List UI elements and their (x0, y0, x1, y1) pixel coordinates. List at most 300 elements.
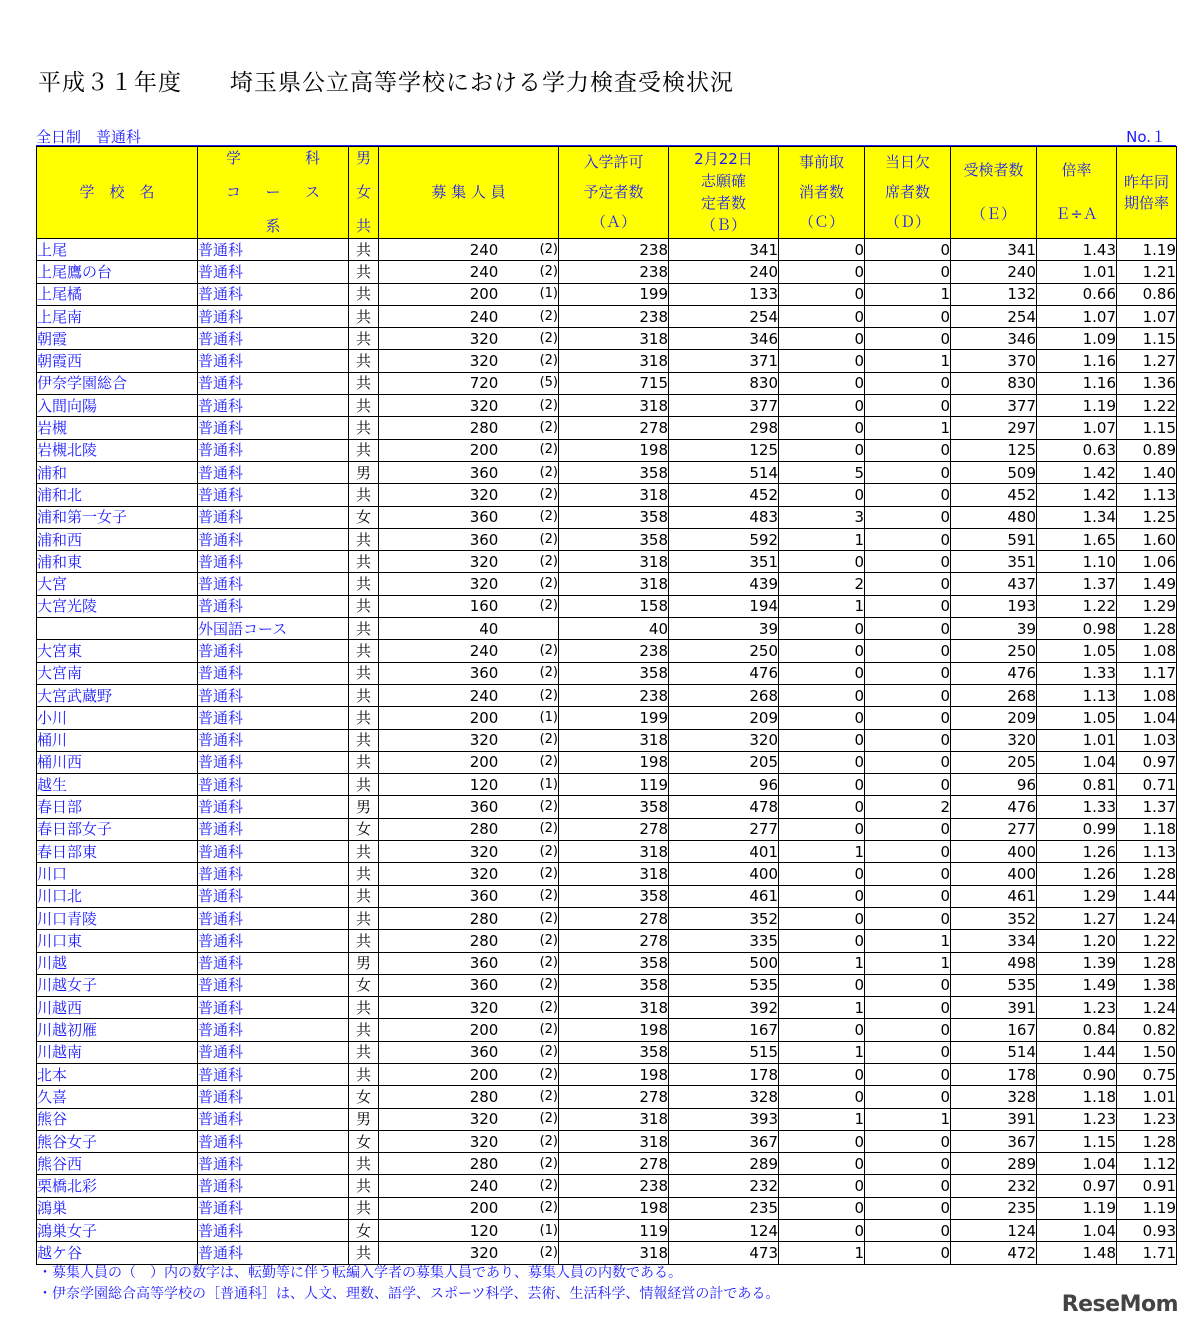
capacity-value: 360 (469, 1043, 499, 1062)
last-year-ratio-cell: 1.13 (1117, 484, 1177, 506)
admit-cell: 318 (559, 997, 669, 1019)
admit-cell: 278 (559, 818, 669, 840)
cancel-cell: 0 (779, 907, 865, 929)
applicants-cell: 483 (669, 506, 779, 528)
last-year-ratio-cell: 1.15 (1117, 417, 1177, 439)
course-cell: 普通科 (198, 974, 349, 996)
table-row (37, 506, 1177, 528)
admit-cell: 358 (559, 506, 669, 528)
applicants-cell: 335 (669, 930, 779, 952)
last-year-ratio-cell: 1.23 (1117, 1108, 1177, 1130)
examinees-cell: 178 (951, 1063, 1037, 1085)
capacity-cell (379, 997, 559, 1019)
school-name-cell: 大宮光陵 (37, 595, 198, 617)
cancel-cell: 1 (779, 1242, 865, 1264)
capacity-value: 360 (469, 798, 499, 817)
examinees-cell: 476 (951, 796, 1037, 818)
examinees-cell: 320 (951, 729, 1037, 751)
admit-cell: 358 (559, 461, 669, 483)
last-year-ratio-cell: 1.40 (1117, 461, 1177, 483)
sex-cell: 共 (349, 1041, 379, 1063)
last-year-ratio-cell: 1.01 (1117, 1086, 1177, 1108)
admit-cell: 238 (559, 1175, 669, 1197)
examinees-cell: 205 (951, 751, 1037, 773)
sex-cell: 共 (349, 729, 379, 751)
table-row (37, 618, 1177, 640)
applicants-cell: 401 (669, 841, 779, 863)
capacity-value: 120 (469, 1221, 499, 1240)
school-name-cell: 川口 (37, 863, 198, 885)
admit-cell: 318 (559, 841, 669, 863)
cancel-cell: 0 (779, 974, 865, 996)
header-absent: 当日欠 席者数 （Ｄ） (865, 147, 951, 239)
capacity-value: 320 (469, 1244, 499, 1262)
school-name-cell: 川越 (37, 952, 198, 974)
examinees-cell: 400 (951, 863, 1037, 885)
capacity-value: 280 (469, 419, 499, 438)
admit-cell: 158 (559, 595, 669, 617)
cancel-cell: 0 (779, 1175, 865, 1197)
school-name-cell: 栗橋北彩 (37, 1175, 198, 1197)
examinees-cell: 167 (951, 1019, 1037, 1041)
school-name-cell: 大宮 (37, 573, 198, 595)
sex-cell: 共 (349, 328, 379, 350)
sex-cell: 共 (349, 395, 379, 417)
examinees-cell: 391 (951, 997, 1037, 1019)
table-row (37, 239, 1177, 261)
table-row (37, 974, 1177, 996)
sex-cell: 共 (349, 283, 379, 305)
capacity-value: 240 (469, 641, 499, 660)
applicants-cell: 298 (669, 417, 779, 439)
table-row (37, 461, 1177, 483)
capacity-cell (379, 506, 559, 528)
ratio-cell: 1.19 (1037, 395, 1117, 417)
sex-cell: 共 (349, 863, 379, 885)
admit-cell: 358 (559, 662, 669, 684)
absent-cell: 0 (865, 1175, 951, 1197)
capacity-transfer: (2) (539, 999, 558, 1015)
last-year-ratio-cell: 1.60 (1117, 528, 1177, 550)
examinees-cell: 480 (951, 506, 1037, 528)
applicants-cell: 235 (669, 1197, 779, 1219)
school-name-cell: 岩槻北陵 (37, 439, 198, 461)
capacity-transfer: (2) (539, 687, 558, 703)
examinees-cell: 509 (951, 461, 1037, 483)
capacity-transfer: (2) (539, 1200, 558, 1216)
cancel-cell: 0 (779, 551, 865, 573)
table-row (37, 774, 1177, 796)
examinees-cell: 498 (951, 952, 1037, 974)
applicants-cell: 592 (669, 528, 779, 550)
absent-cell: 1 (865, 930, 951, 952)
capacity-cell (379, 863, 559, 885)
capacity-value: 280 (469, 820, 499, 839)
sex-cell: 共 (349, 1153, 379, 1175)
capacity-value: 360 (469, 463, 499, 482)
sex-cell: 共 (349, 372, 379, 394)
admit-cell: 318 (559, 395, 669, 417)
cancel-cell: 0 (779, 885, 865, 907)
school-name-cell: 鴻巣女子 (37, 1220, 198, 1242)
table-row (37, 417, 1177, 439)
cancel-cell: 0 (779, 618, 865, 640)
admit-cell: 278 (559, 1086, 669, 1108)
school-name-cell: 川越西 (37, 997, 198, 1019)
admit-cell: 198 (559, 1197, 669, 1219)
ratio-cell: 1.23 (1037, 1108, 1117, 1130)
cancel-cell: 0 (779, 283, 865, 305)
last-year-ratio-cell: 1.36 (1117, 372, 1177, 394)
admit-cell: 238 (559, 684, 669, 706)
ratio-cell: 1.23 (1037, 997, 1117, 1019)
applicants-cell: 209 (669, 707, 779, 729)
cancel-cell: 1 (779, 841, 865, 863)
examinees-cell: 125 (951, 439, 1037, 461)
examinees-cell: 250 (951, 640, 1037, 662)
last-year-ratio-cell: 1.37 (1117, 796, 1177, 818)
school-name-cell: 浦和東 (37, 551, 198, 573)
capacity-cell (379, 1197, 559, 1219)
course-cell: 外国語コース (198, 618, 349, 640)
school-name-cell: 熊谷西 (37, 1153, 198, 1175)
absent-cell: 0 (865, 885, 951, 907)
capacity-cell (379, 662, 559, 684)
sex-cell: 共 (349, 684, 379, 706)
applicants-cell: 452 (669, 484, 779, 506)
capacity-value: 280 (469, 909, 499, 928)
applicants-cell: 392 (669, 997, 779, 1019)
ratio-cell: 1.04 (1037, 1220, 1117, 1242)
ratio-cell: 1.65 (1037, 528, 1117, 550)
capacity-value: 200 (469, 708, 499, 727)
school-name-cell: 伊奈学園総合 (37, 372, 198, 394)
sex-cell: 男 (349, 461, 379, 483)
absent-cell: 0 (865, 841, 951, 863)
capacity-value: 240 (469, 307, 499, 326)
capacity-transfer: (2) (539, 263, 558, 279)
ratio-cell: 1.09 (1037, 328, 1117, 350)
examinees-cell: 341 (951, 239, 1037, 261)
ratio-cell: 1.44 (1037, 1041, 1117, 1063)
examinees-cell: 352 (951, 907, 1037, 929)
capacity-value: 240 (469, 262, 499, 281)
applicants-cell: 277 (669, 818, 779, 840)
admit-cell: 358 (559, 885, 669, 907)
admit-cell: 318 (559, 1242, 669, 1264)
course-cell: 普通科 (198, 662, 349, 684)
school-name-cell: 川越女子 (37, 974, 198, 996)
capacity-value: 200 (469, 441, 499, 460)
last-year-ratio-cell: 1.19 (1117, 1197, 1177, 1219)
capacity-transfer: (2) (539, 865, 558, 881)
course-cell: 普通科 (198, 1153, 349, 1175)
examinees-cell: 535 (951, 974, 1037, 996)
sex-cell: 共 (349, 1019, 379, 1041)
sex-cell: 共 (349, 997, 379, 1019)
table-row (37, 1041, 1177, 1063)
capacity-cell (379, 417, 559, 439)
ratio-cell: 1.07 (1037, 305, 1117, 327)
absent-cell: 0 (865, 707, 951, 729)
applicants-cell: 514 (669, 461, 779, 483)
sex-cell: 男 (349, 1108, 379, 1130)
header-ratio: 倍率 Ｅ÷Ａ (1037, 147, 1117, 239)
page-number: No.１ (1126, 128, 1166, 146)
capacity-cell (379, 751, 559, 773)
capacity-transfer: (5) (539, 375, 558, 391)
course-cell: 普通科 (198, 261, 349, 283)
capacity-cell (379, 1108, 559, 1130)
applicants-cell: 133 (669, 283, 779, 305)
sex-cell: 共 (349, 484, 379, 506)
absent-cell: 0 (865, 239, 951, 261)
exam-status-table (36, 146, 1177, 1265)
capacity-transfer: (2) (539, 397, 558, 413)
applicants-cell: 254 (669, 305, 779, 327)
admit-cell: 358 (559, 974, 669, 996)
school-name-cell: 川越初雁 (37, 1019, 198, 1041)
cancel-cell: 0 (779, 1019, 865, 1041)
applicants-cell: 124 (669, 1220, 779, 1242)
sex-cell: 男 (349, 796, 379, 818)
cancel-cell: 0 (779, 930, 865, 952)
header-course: 学 科 コ ー ス 系 (198, 147, 349, 239)
cancel-cell: 0 (779, 684, 865, 706)
applicants-cell: 232 (669, 1175, 779, 1197)
last-year-ratio-cell: 1.24 (1117, 997, 1177, 1019)
capacity-value: 240 (469, 1177, 499, 1196)
absent-cell: 0 (865, 751, 951, 773)
ratio-cell: 1.01 (1037, 261, 1117, 283)
course-cell: 普通科 (198, 305, 349, 327)
ratio-cell: 1.20 (1037, 930, 1117, 952)
table-row (37, 350, 1177, 372)
examinees-cell: 209 (951, 707, 1037, 729)
school-name-cell: 大宮南 (37, 662, 198, 684)
table-body (37, 239, 1177, 1265)
capacity-transfer: (2) (539, 955, 558, 971)
sex-cell: 共 (349, 573, 379, 595)
capacity-transfer: (2) (539, 888, 558, 904)
school-name-cell: 北本 (37, 1063, 198, 1085)
capacity-cell (379, 261, 559, 283)
school-name-cell: 上尾 (37, 239, 198, 261)
absent-cell: 0 (865, 372, 951, 394)
last-year-ratio-cell: 1.17 (1117, 662, 1177, 684)
admit-cell: 238 (559, 261, 669, 283)
applicants-cell: 371 (669, 350, 779, 372)
capacity-value: 320 (469, 731, 499, 750)
course-cell: 普通科 (198, 395, 349, 417)
capacity-value: 200 (469, 1065, 499, 1084)
sex-cell: 共 (349, 595, 379, 617)
absent-cell: 0 (865, 1153, 951, 1175)
capacity-cell (379, 618, 559, 640)
last-year-ratio-cell: 1.71 (1117, 1242, 1177, 1264)
examinees-cell: 193 (951, 595, 1037, 617)
examinees-cell: 437 (951, 573, 1037, 595)
sex-cell: 共 (349, 907, 379, 929)
capacity-value: 360 (469, 976, 499, 995)
capacity-value: 320 (469, 842, 499, 861)
last-year-ratio-cell: 1.06 (1117, 551, 1177, 573)
school-name-cell: 上尾橘 (37, 283, 198, 305)
admit-cell: 318 (559, 551, 669, 573)
cancel-cell: 1 (779, 952, 865, 974)
examinees-cell: 351 (951, 551, 1037, 573)
course-cell: 普通科 (198, 328, 349, 350)
capacity-transfer: (2) (539, 1066, 558, 1082)
cancel-cell: 0 (779, 239, 865, 261)
capacity-value: 360 (469, 664, 499, 683)
capacity-value: 120 (469, 775, 499, 794)
examinees-cell: 277 (951, 818, 1037, 840)
cancel-cell: 3 (779, 506, 865, 528)
ratio-cell: 1.43 (1037, 239, 1117, 261)
examinees-cell: 232 (951, 1175, 1037, 1197)
last-year-ratio-cell: 1.07 (1117, 305, 1177, 327)
school-name-cell: 小川 (37, 707, 198, 729)
table-row (37, 283, 1177, 305)
table-row (37, 1242, 1177, 1264)
ratio-cell: 1.27 (1037, 907, 1117, 929)
capacity-value: 200 (469, 1199, 499, 1218)
course-cell: 普通科 (198, 841, 349, 863)
ratio-cell: 1.16 (1037, 350, 1117, 372)
course-cell: 普通科 (198, 1108, 349, 1130)
table-row (37, 1175, 1177, 1197)
capacity-cell (379, 573, 559, 595)
applicants-cell: 250 (669, 640, 779, 662)
cancel-cell: 0 (779, 863, 865, 885)
table-row (37, 1086, 1177, 1108)
applicants-cell: 439 (669, 573, 779, 595)
capacity-transfer: (2) (539, 799, 558, 815)
absent-cell: 0 (865, 997, 951, 1019)
last-year-ratio-cell: 1.22 (1117, 395, 1177, 417)
school-name-cell: 桶川西 (37, 751, 198, 773)
capacity-transfer: (2) (539, 1133, 558, 1149)
course-cell: 普通科 (198, 640, 349, 662)
header-applicants: 2月22日 志願確 定者数 （Ｂ） (669, 147, 779, 239)
cancel-cell: 0 (779, 484, 865, 506)
school-name-cell: 上尾鷹の台 (37, 261, 198, 283)
absent-cell: 0 (865, 1063, 951, 1085)
capacity-transfer: (2) (539, 843, 558, 859)
school-name-cell: 川口北 (37, 885, 198, 907)
school-name-cell: 越生 (37, 774, 198, 796)
course-cell: 普通科 (198, 1197, 349, 1219)
admit-cell: 318 (559, 484, 669, 506)
course-cell: 普通科 (198, 1130, 349, 1152)
course-cell: 普通科 (198, 439, 349, 461)
applicants-cell: 341 (669, 239, 779, 261)
capacity-value: 240 (469, 686, 499, 705)
course-cell: 普通科 (198, 1041, 349, 1063)
absent-cell: 1 (865, 350, 951, 372)
capacity-cell (379, 640, 559, 662)
examinees-cell: 39 (951, 618, 1037, 640)
sex-cell: 共 (349, 930, 379, 952)
capacity-cell (379, 1242, 559, 1264)
capacity-cell (379, 305, 559, 327)
ratio-cell: 0.66 (1037, 283, 1117, 305)
capacity-value: 320 (469, 352, 499, 371)
last-year-ratio-cell: 1.24 (1117, 907, 1177, 929)
examinees-cell: 452 (951, 484, 1037, 506)
sex-cell: 共 (349, 707, 379, 729)
last-year-ratio-cell: 1.13 (1117, 841, 1177, 863)
capacity-transfer: (2) (539, 330, 558, 346)
examinees-cell: 472 (951, 1242, 1037, 1264)
table-row (37, 1197, 1177, 1219)
ratio-cell: 1.19 (1037, 1197, 1117, 1219)
ratio-cell: 0.84 (1037, 1019, 1117, 1041)
capacity-cell (379, 1041, 559, 1063)
table-row (37, 640, 1177, 662)
school-name-cell: 桶川 (37, 729, 198, 751)
admit-cell: 40 (559, 618, 669, 640)
capacity-value: 320 (469, 552, 499, 571)
table-row (37, 1063, 1177, 1085)
table-row (37, 1130, 1177, 1152)
footnote-capacity: ・募集人員の（ ）内の数字は、転勤等に伴う転編入学者の募集人員であり、募集人員の内数である。 (38, 1265, 682, 1281)
capacity-cell (379, 841, 559, 863)
examinees-cell: 96 (951, 774, 1037, 796)
last-year-ratio-cell: 1.08 (1117, 640, 1177, 662)
admit-cell: 198 (559, 1063, 669, 1085)
absent-cell: 0 (865, 1041, 951, 1063)
last-year-ratio-cell: 1.50 (1117, 1041, 1177, 1063)
table-row (37, 595, 1177, 617)
last-year-ratio-cell: 1.22 (1117, 930, 1177, 952)
course-cell: 普通科 (198, 595, 349, 617)
capacity-value: 200 (469, 1021, 499, 1040)
applicants-cell: 289 (669, 1153, 779, 1175)
capacity-cell (379, 461, 559, 483)
header-sex: 男 女 共 (349, 147, 379, 239)
cancel-cell: 5 (779, 461, 865, 483)
capacity-value: 200 (469, 285, 499, 304)
capacity-cell (379, 1153, 559, 1175)
admit-cell: 358 (559, 528, 669, 550)
examinees-cell: 461 (951, 885, 1037, 907)
applicants-cell: 240 (669, 261, 779, 283)
capacity-transfer: (2) (539, 420, 558, 436)
last-year-ratio-cell: 0.71 (1117, 774, 1177, 796)
applicants-cell: 367 (669, 1130, 779, 1152)
table-row (37, 751, 1177, 773)
capacity-transfer: (2) (539, 1245, 558, 1260)
ratio-cell: 0.97 (1037, 1175, 1117, 1197)
sex-cell: 共 (349, 528, 379, 550)
sex-cell: 共 (349, 662, 379, 684)
examinees-cell: 240 (951, 261, 1037, 283)
sex-cell: 共 (349, 239, 379, 261)
header-examinees: 受検者数 （Ｅ） (951, 147, 1037, 239)
sex-cell: 共 (349, 551, 379, 573)
capacity-transfer: (2) (539, 732, 558, 748)
applicants-cell: 351 (669, 551, 779, 573)
ratio-cell: 1.05 (1037, 640, 1117, 662)
sex-cell: 共 (349, 885, 379, 907)
sex-cell: 女 (349, 974, 379, 996)
applicants-cell: 352 (669, 907, 779, 929)
admit-cell: 198 (559, 439, 669, 461)
capacity-cell (379, 350, 559, 372)
capacity-cell (379, 707, 559, 729)
